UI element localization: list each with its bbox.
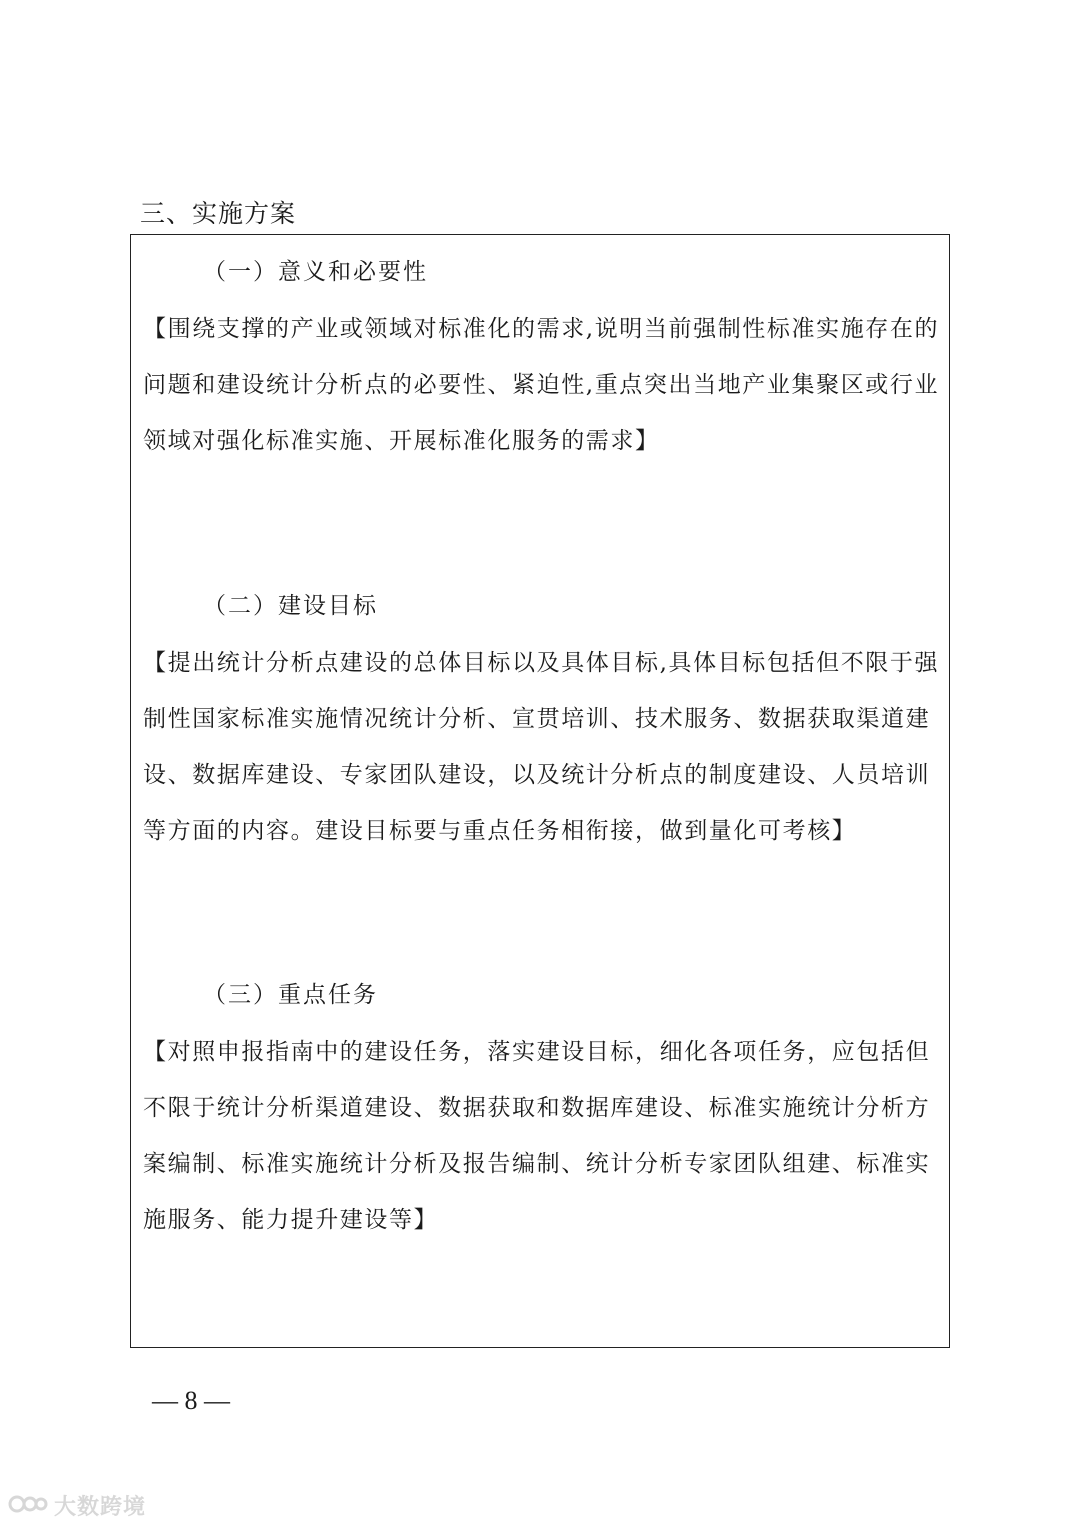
subsection-heading-key-tasks: （三）重点任务 <box>203 982 378 1008</box>
implementation-plan-box <box>130 234 950 1348</box>
watermark-logo-icon <box>8 1492 48 1520</box>
subsection-heading-significance: （一）意义和必要性 <box>203 259 428 285</box>
watermark-text: 大数跨境 <box>54 1495 147 1520</box>
subsection-body-significance: 【围绕支撑的产业或领域对标准化的需求,说明当前强制性标准实施存在的问题和建设统计分析点的必要性、紧迫性,重点突出当地产业集聚区或行业领域对强化标准实施、开展标准化服务的需求】 <box>143 316 940 454</box>
section-heading: 三、实施方案 <box>140 199 297 228</box>
watermark <box>8 1490 146 1521</box>
page-number: — 8 — <box>152 1386 230 1415</box>
subsection-heading-goals: （二）建设目标 <box>203 593 378 619</box>
subsection-body-key-tasks: 【对照申报指南中的建设任务，落实建设目标，细化各项任务，应包括但不限于统计分析渠道建设、数据获取和数据库建设、标准实施统计分析方案编制、标准实施统计分析及报告编制、统计分析专家团队组建、标准实施服务、能力提升建设等】 <box>143 1039 931 1233</box>
subsection-body-goals: 【提出统计分析点建设的总体目标以及具体目标,具体目标包括但不限于强制性国家标准实施情况统计分析、宣贯培训、技术服务、数据获取渠道建设、数据库建设、专家团队建设，以及统计分析点的制度建设、人员培训等方面的内容。建设目标要与重点任务相衔接，做到量化可考核】 <box>143 650 940 844</box>
